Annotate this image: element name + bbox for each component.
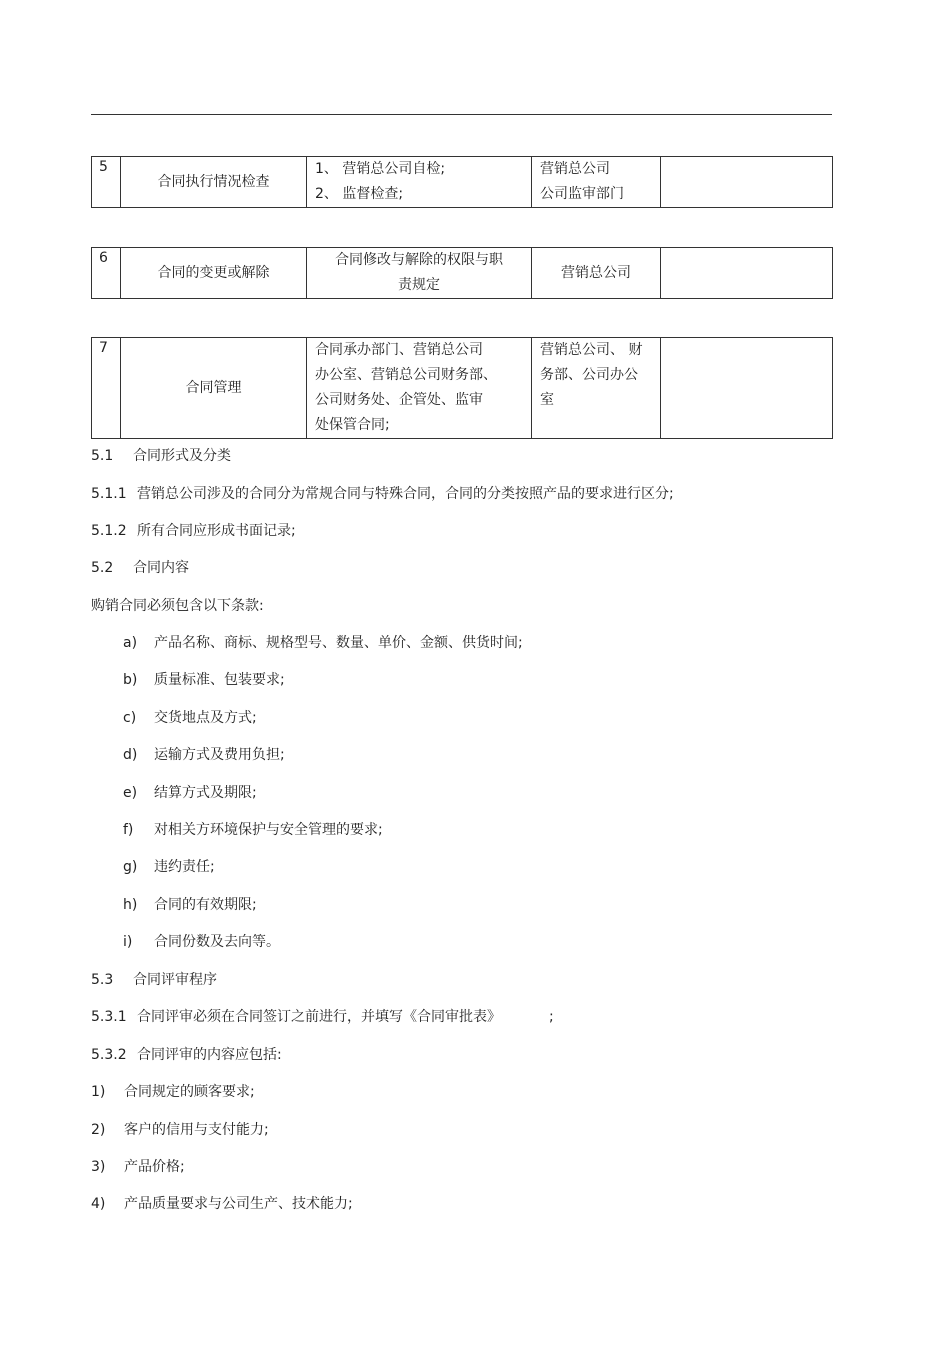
row-item-name: 合同管理	[121, 338, 307, 439]
section-number: 5.2	[91, 560, 114, 576]
clause-text: 产品名称、商标、规格型号、数量、单价、金额、供货时间;	[154, 635, 523, 651]
row-content	[307, 338, 532, 439]
clause-item	[123, 932, 280, 952]
clause-item	[123, 895, 257, 915]
row-remark	[661, 248, 833, 299]
table-row-6	[91, 247, 833, 299]
review-label: 3)	[91, 1159, 106, 1175]
section-title: 合同形式及分类	[133, 448, 231, 464]
responsible-line: 营销总公司	[561, 264, 631, 281]
responsible-line: 营销总公司	[540, 161, 610, 177]
row-number: 7	[92, 338, 121, 439]
clause-text: 合同的有效期限;	[154, 897, 257, 913]
clause-item	[123, 783, 257, 803]
review-label: 4)	[91, 1196, 106, 1212]
content-line: 2、 监督检查;	[315, 186, 404, 202]
section-tail: ;	[549, 1009, 554, 1025]
row-number: 5	[92, 157, 121, 208]
review-text: 产品质量要求与公司生产、技术能力;	[124, 1196, 353, 1212]
content-line: 1、 营销总公司自检;	[315, 161, 446, 177]
clause-item	[123, 708, 257, 728]
clause-label: a)	[123, 635, 138, 651]
row-responsible	[532, 338, 661, 439]
clause-item	[123, 745, 285, 765]
table-row-5	[91, 156, 833, 208]
section-text: 所有合同应形成书面记录;	[137, 523, 296, 539]
clause-text: 合同份数及去向等。	[154, 934, 280, 950]
row-remark	[661, 157, 833, 208]
clause-text: 违约责任;	[154, 859, 215, 875]
content-line: 办公室、营销总公司财务部、	[315, 367, 497, 383]
section-text: 营销总公司涉及的合同分为常规合同与特殊合同，合同的分类按照产品的要求进行区分;	[137, 486, 674, 502]
clauses-intro: 购销合同必须包含以下条款:	[91, 598, 264, 614]
review-text: 产品价格;	[124, 1159, 185, 1175]
review-item	[91, 1157, 185, 1177]
review-item	[91, 1194, 353, 1214]
row-responsible	[532, 248, 661, 299]
clause-label: e)	[123, 785, 138, 801]
table-row-7	[91, 337, 833, 439]
clause-text: 对相关方环境保护与安全管理的要求;	[154, 822, 383, 838]
clause-text: 结算方式及期限;	[154, 785, 257, 801]
section-5-2-heading	[91, 558, 189, 578]
responsible-line: 公司监审部门	[540, 186, 624, 202]
clause-label: g)	[123, 859, 138, 875]
responsible-line: 营销总公司、 财	[540, 342, 643, 358]
section-5-1-heading	[91, 446, 231, 466]
section-number: 5.3.1	[91, 1009, 127, 1025]
review-text: 合同规定的顾客要求;	[124, 1084, 255, 1100]
clause-text: 运输方式及费用负担;	[154, 747, 285, 763]
responsible-line: 室	[540, 392, 554, 408]
section-number: 5.1	[91, 448, 114, 464]
content-line: 处保管合同;	[315, 417, 390, 433]
clause-label: c)	[123, 710, 137, 726]
content-line: 合同修改与解除的权限与职	[335, 252, 503, 268]
review-label: 2)	[91, 1122, 106, 1138]
header-rule	[91, 114, 832, 115]
clause-label: b)	[123, 672, 138, 688]
row-responsible	[532, 157, 661, 208]
section-5-3-1	[91, 1007, 554, 1027]
row-item-name: 合同的变更或解除	[121, 248, 307, 299]
row-content	[307, 157, 532, 208]
row-remark	[661, 338, 833, 439]
section-5-1-1	[91, 484, 674, 504]
section-title: 合同内容	[133, 560, 189, 576]
clause-label: h)	[123, 897, 138, 913]
responsible-line: 务部、公司办公	[540, 367, 638, 383]
review-item	[91, 1120, 269, 1140]
section-number: 5.1.1	[91, 486, 127, 502]
section-number: 5.3.2	[91, 1047, 127, 1063]
content-line: 合同承办部门、营销总公司	[315, 342, 483, 358]
row-item-name: 合同执行情况检查	[121, 157, 307, 208]
clause-label: d)	[123, 747, 138, 763]
clause-item	[123, 857, 215, 877]
clause-item	[123, 670, 285, 690]
section-5-3-heading	[91, 970, 217, 990]
clause-label: f)	[123, 822, 134, 838]
clause-text: 交货地点及方式;	[154, 710, 257, 726]
section-text: 合同评审必须在合同签订之前进行，并填写《合同审批表》	[137, 1009, 501, 1025]
clause-item	[123, 633, 523, 653]
content-line: 公司财务处、企管处、监审	[315, 392, 483, 408]
clause-item	[123, 820, 383, 840]
row-content	[307, 248, 532, 299]
section-number: 5.3	[91, 972, 114, 988]
review-label: 1)	[91, 1084, 106, 1100]
section-text: 合同评审的内容应包括:	[137, 1047, 282, 1063]
section-title: 合同评审程序	[133, 972, 217, 988]
review-text: 客户的信用与支付能力;	[124, 1122, 269, 1138]
section-5-3-2	[91, 1045, 282, 1065]
row-number: 6	[92, 248, 121, 299]
section-5-1-2	[91, 521, 296, 541]
review-item	[91, 1082, 255, 1102]
clause-label: i)	[123, 934, 133, 950]
clause-text: 质量标准、包装要求;	[154, 672, 285, 688]
section-number: 5.1.2	[91, 523, 127, 539]
content-line: 责规定	[398, 277, 440, 293]
